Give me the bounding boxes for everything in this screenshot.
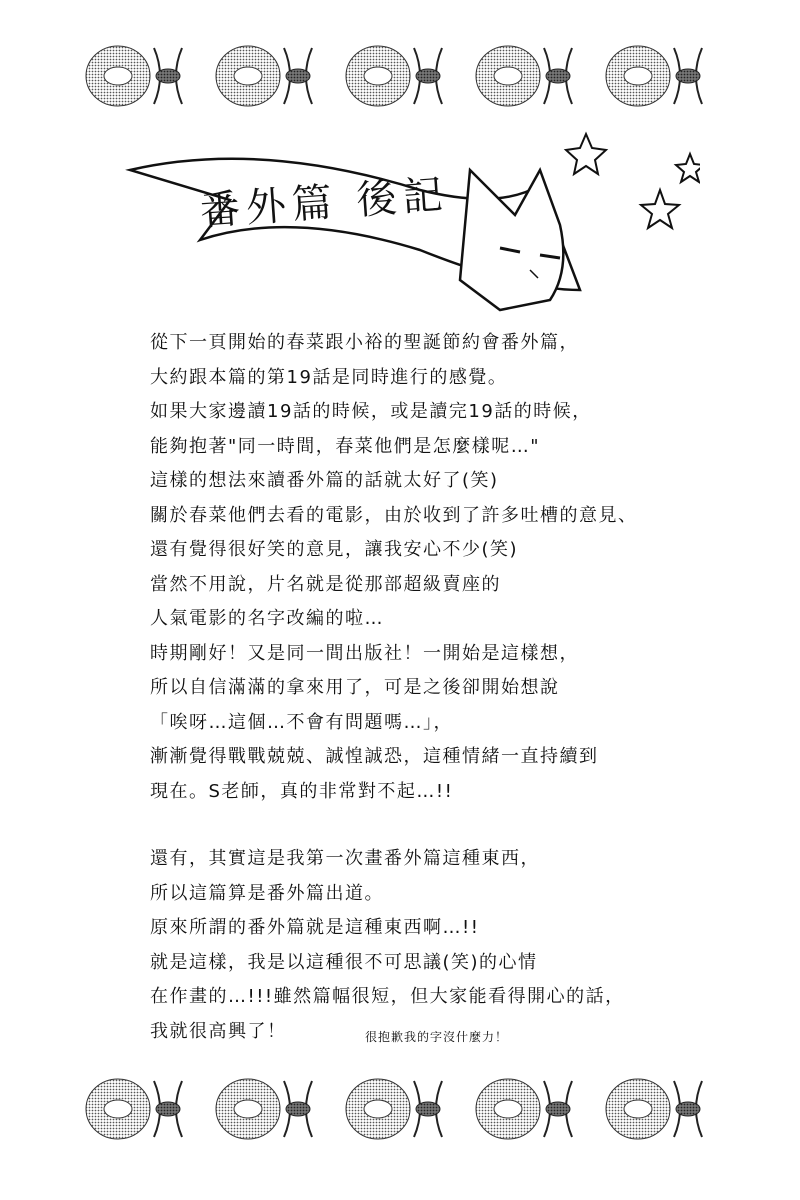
handwritten-note: 很抱歉我的字沒什麼力！ xyxy=(365,1030,509,1044)
paragraph-2 xyxy=(150,842,690,1049)
text-line: 所以這篇算是番外篇出道。 xyxy=(150,882,384,904)
page-title: 番外篇 後記 xyxy=(198,171,450,235)
text-line: 現在。S老師，真的非常對不起…!! xyxy=(150,780,454,802)
text-line: 還有覺得很好笑的意見，讓我安心不少(笑) xyxy=(150,539,519,560)
text-line: 時期剛好！又是同一間出版社！一開始是這樣想， xyxy=(150,642,579,664)
text-line: 大約跟本篇的第19話是同時進行的感覺。 xyxy=(150,366,508,388)
paragraph-1 xyxy=(150,326,690,809)
text-line: 還有，其實這是我第一次畫番外篇這種東西， xyxy=(150,848,540,869)
text-line: 當然不用說，片名就是從那部超級賣座的 xyxy=(150,573,501,595)
text-line: 這樣的想法來讀番外篇的話就太好了(笑) xyxy=(150,470,499,491)
star-icon xyxy=(566,134,700,228)
text-line: 關於春菜他們去看的電影，由於收到了許多吐槽的意見、 xyxy=(150,504,638,526)
decorative-border-top xyxy=(70,40,730,112)
text-line: 如果大家邊讀19話的時候，或是讀完19話的時候， xyxy=(150,401,592,422)
text-line: 所以自信滿滿的拿來用了，可是之後卻開始想說 xyxy=(150,677,560,698)
text-line: 漸漸覺得戰戰兢兢、誠惶誠恐，這種情緒一直持續到 xyxy=(150,746,599,767)
text-line: 從下一頁開始的春菜跟小裕的聖誕節約會番外篇， xyxy=(150,332,579,353)
text-line: 人氣電影的名字改編的啦… xyxy=(150,608,384,629)
decorative-border-bottom xyxy=(70,1073,730,1145)
text-line: 就是這樣，我是以這種很不可思議(笑)的心情 xyxy=(150,951,538,973)
text-line: 在作畫的…!!!雖然篇幅很短，但大家能看得開心的話， xyxy=(150,986,625,1007)
text-line: 能夠抱著"同一時間，春菜他們是怎麼樣呢…" xyxy=(150,435,541,457)
cat-face-icon xyxy=(460,170,563,310)
text-line: 「唉呀…這個…不會有問題嗎…」， xyxy=(150,711,453,733)
text-line: 我就很高興了！ xyxy=(150,1020,287,1042)
text-line: 原來所謂的番外篇就是這種東西啊…!! xyxy=(150,917,480,938)
